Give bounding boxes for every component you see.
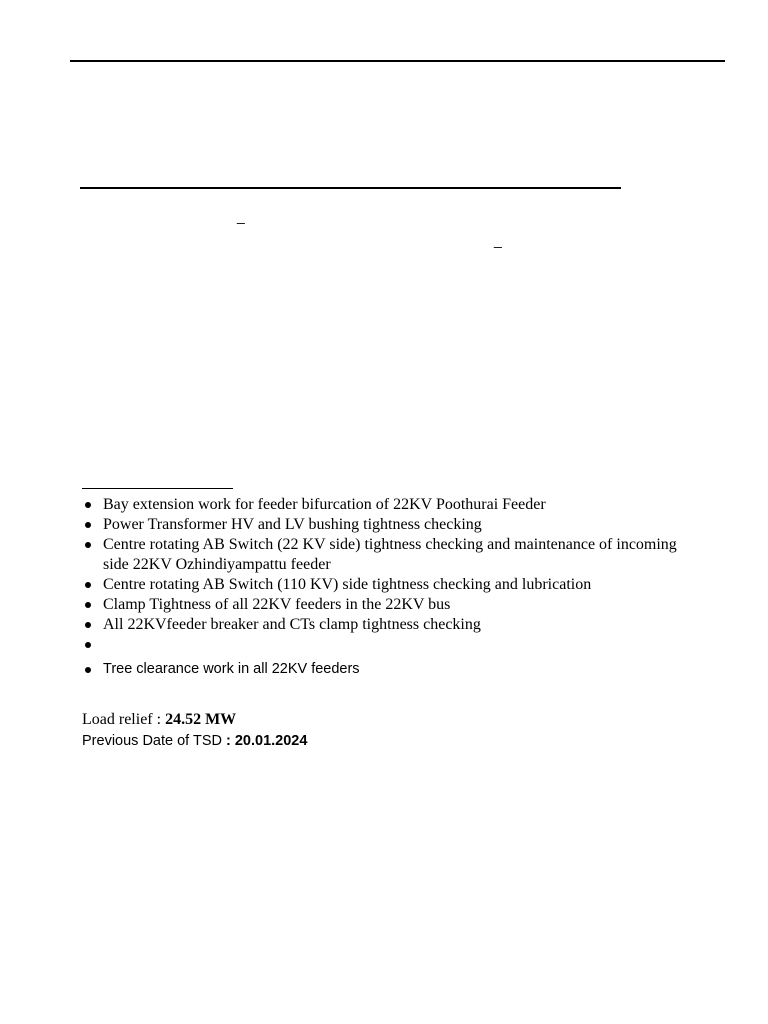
load-relief-label: Load relief :	[82, 711, 166, 728]
list-item	[82, 659, 692, 679]
list-item	[82, 495, 692, 515]
bullet-icon	[85, 602, 91, 608]
works-list	[82, 495, 692, 679]
list-item	[82, 595, 692, 615]
bullet-icon	[85, 642, 91, 648]
underscore-mark: _	[237, 208, 245, 224]
list-item	[82, 575, 692, 595]
previous-tsd	[82, 731, 307, 751]
list-item-text: Centre rotating AB Switch (110 KV) side tightness checking and lubrication	[103, 576, 592, 593]
bullet-icon	[85, 667, 91, 673]
section-rule	[80, 187, 621, 189]
underscore-mark: _	[494, 232, 502, 248]
list-item	[82, 535, 692, 575]
bullet-icon	[85, 522, 91, 528]
load-relief-value: 24.52 MW	[165, 711, 237, 728]
list-item-text: All 22KVfeeder breaker and CTs clamp tightness checking	[103, 616, 481, 633]
load-relief	[82, 710, 236, 730]
list-item	[82, 615, 692, 635]
header-rule	[70, 60, 725, 62]
list-item	[82, 515, 692, 535]
list-heading-underline	[82, 488, 233, 489]
list-item-empty	[82, 635, 692, 655]
previous-tsd-label: Previous Date of TSD	[82, 733, 226, 749]
bullet-icon	[85, 502, 91, 508]
list-item-text: Tree clearance work in all 22KV feeders	[103, 661, 360, 677]
list-item-text: Centre rotating AB Switch (22 KV side) tightness checking and maintenance of incoming side 22KV Ozhindiyampattu feeder	[103, 536, 677, 573]
previous-tsd-value: : 20.01.2024	[226, 733, 308, 749]
list-item-text: Clamp Tightness of all 22KV feeders in the 22KV bus	[103, 596, 451, 613]
list-item-text: Bay extension work for feeder bifurcation of 22KV Poothurai Feeder	[103, 496, 546, 513]
bullet-icon	[85, 582, 91, 588]
bullet-icon	[85, 542, 91, 548]
bullet-icon	[85, 622, 91, 628]
list-item-text: Power Transformer HV and LV bushing tightness checking	[103, 516, 482, 533]
